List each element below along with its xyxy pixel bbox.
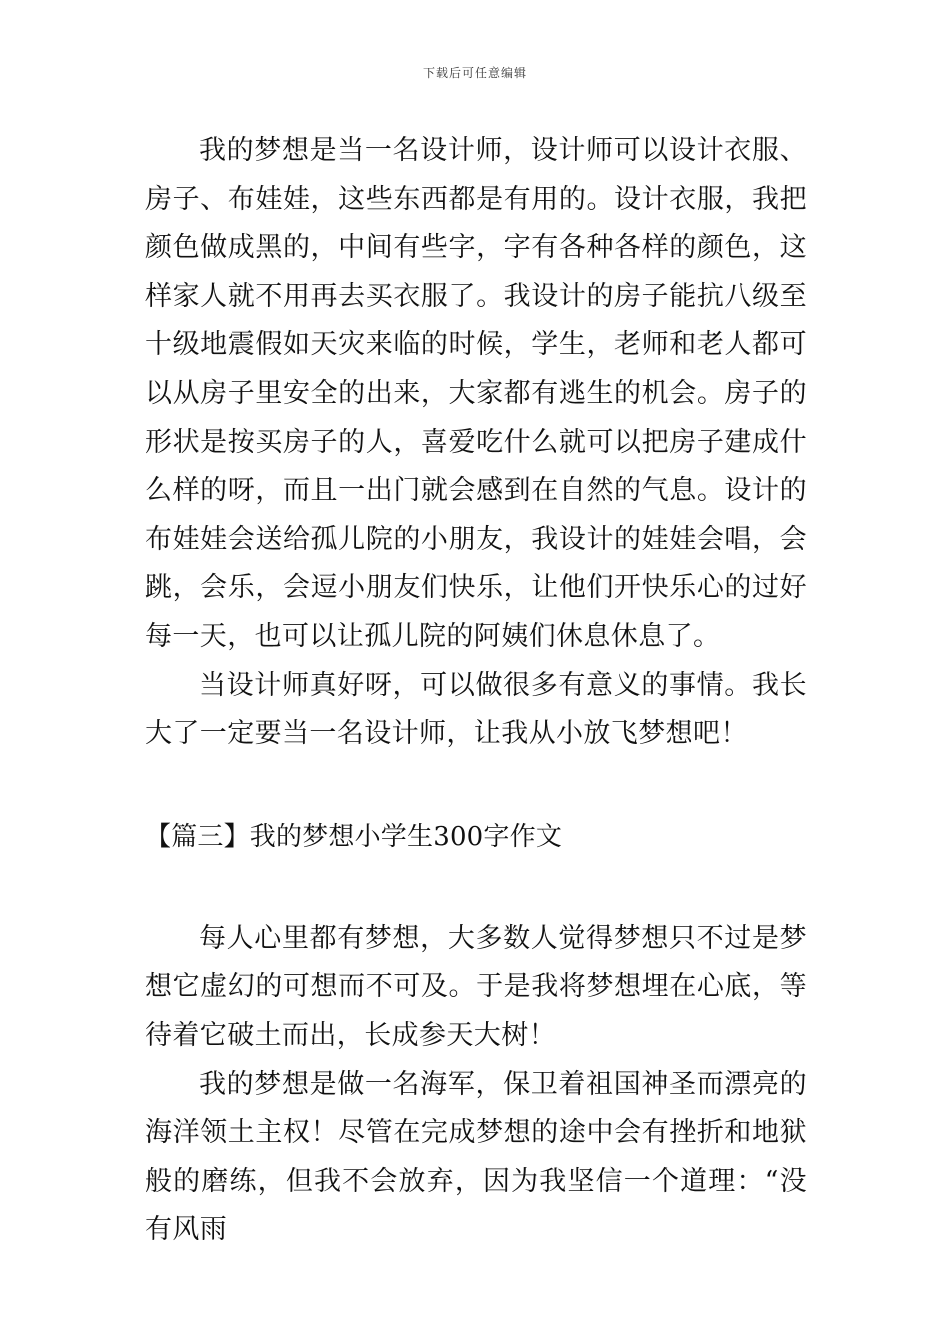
paragraph: 当设计师真好呀，可以做很多有意义的事情。我长大了一定要当一名设计师，让我从小放飞梦想吧！	[145, 669, 807, 750]
paragraph: 每人心里都有梦想，大多数人觉得梦想只不过是梦想它虚幻的可想而不可及。于是我将梦想埋在心底，等待着它破土而出，长成参天大树！	[145, 922, 807, 1051]
document-body	[145, 127, 807, 1255]
page-header-note: 下载后可任意编辑	[422, 66, 527, 80]
section-heading: 【篇三】我的梦想小学生300字作文	[145, 821, 563, 852]
paragraph: 我的梦想是做一名海军，保卫着祖国神圣而漂亮的海洋领土主权！尽管在完成梦想的途中会有挫折和地狱般的磨练，但我不会放弃，因为我坚信一个道理：“没有风雨	[145, 1068, 807, 1246]
paragraph: 我的梦想是当一名设计师，设计师可以设计衣服、房子、布娃娃，这些东西都是有用的。设计衣服，我把颜色做成黑的，中间有些字，字有各种各样的颜色，这样家人就不用再去买衣服了。我设计的房子能抗八级至十级地震假如天灾来临的时候，学生，老师和老人都可以从房子里安全的出来，大家都有逃生的机会。房子的形状是按买房子的人，喜爱吃什么就可以把房子建成什么样的呀，而且一出门就会感到在自然的气息。设计的布娃娃会送给孤儿院的小朋友，我设计的娃娃会唱，会跳，会乐，会逗小朋友们快乐，让他们开快乐心的过好每一天，也可以让孤儿院的阿姨们休息休息了。	[145, 135, 807, 652]
